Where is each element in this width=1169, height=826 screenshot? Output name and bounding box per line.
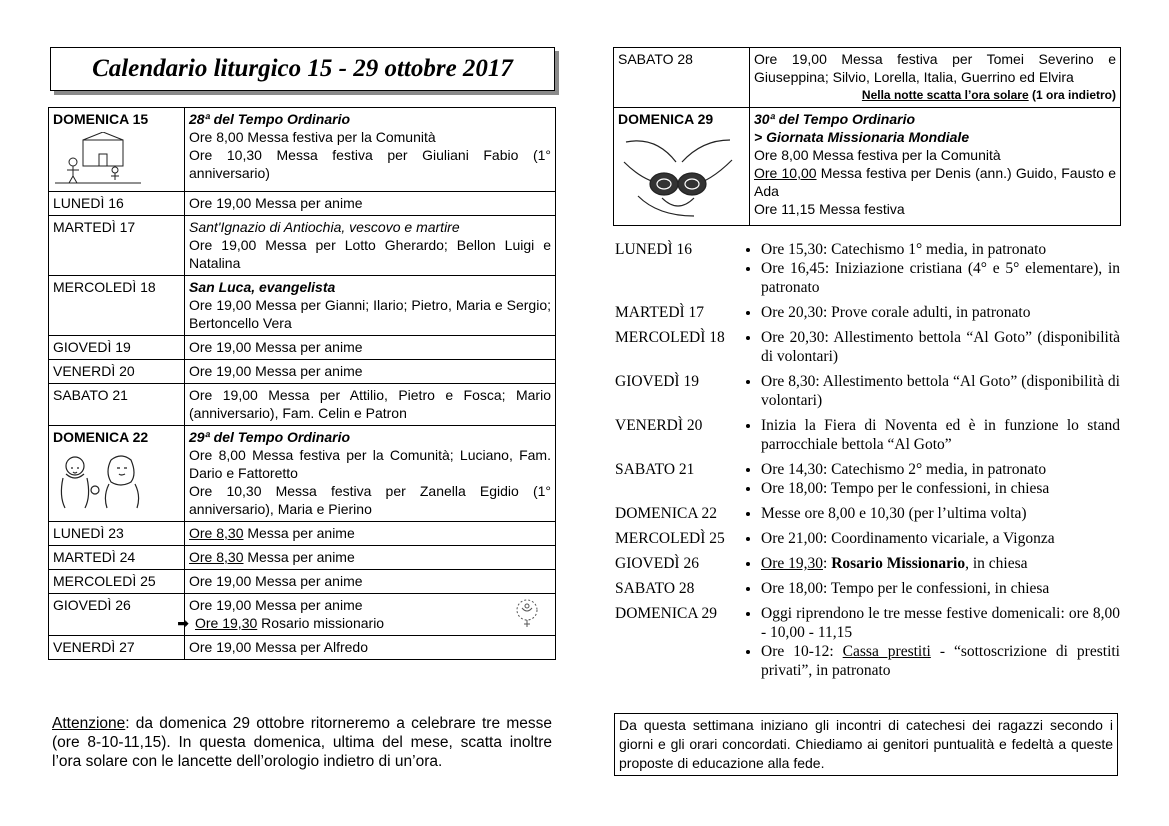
event-items bbox=[739, 504, 1120, 523]
calendar-row bbox=[49, 522, 556, 546]
description-cell bbox=[185, 336, 556, 360]
entry-text: Messa per anime bbox=[243, 549, 355, 565]
event-item bbox=[761, 604, 1120, 642]
event-items bbox=[739, 460, 1120, 498]
event-day: VENERDÌ 20 bbox=[615, 417, 703, 434]
mission-hands-drawing bbox=[618, 132, 745, 222]
entry-text: 30ª del Tempo Ordinario bbox=[754, 111, 916, 127]
underlined-text: Ore 19,30 bbox=[761, 555, 823, 572]
event-items bbox=[739, 303, 1120, 322]
event-row bbox=[615, 460, 1120, 498]
event-day: LUNEDÌ 16 bbox=[615, 241, 693, 258]
event-items bbox=[739, 579, 1120, 598]
entry-line bbox=[189, 128, 551, 146]
entry-line bbox=[189, 194, 551, 212]
event-day: GIOVEDÌ 19 bbox=[615, 373, 699, 390]
entry-text: Ore 19,00 Messa per anime bbox=[189, 363, 363, 379]
day-cell bbox=[49, 216, 185, 276]
description-cell bbox=[185, 192, 556, 216]
event-text: Ore 20,30: Allestimento bettola “Al Goto” (disponibilità di volontari) bbox=[761, 329, 1120, 365]
day-cell bbox=[49, 546, 185, 570]
entry-text: Rosario missionario bbox=[257, 615, 385, 631]
calendar-row bbox=[49, 336, 556, 360]
event-items bbox=[739, 240, 1120, 297]
entry-line bbox=[189, 362, 551, 380]
event-item bbox=[761, 579, 1120, 598]
event-text: Inizia la Fiera di Noventa ed è in funzione lo stand parrocchiale bettola “Al Goto” bbox=[761, 417, 1120, 453]
day-label: GIOVEDÌ 19 bbox=[53, 339, 131, 355]
description-cell bbox=[185, 384, 556, 426]
entry-line bbox=[754, 110, 1116, 128]
entry-text: 28ª del Tempo Ordinario bbox=[189, 111, 351, 127]
entry-text: Messa festiva per Denis (ann.) Guido, Fausto e Ada bbox=[754, 165, 1117, 199]
rosary-icon bbox=[505, 596, 549, 632]
entry-line bbox=[189, 386, 551, 422]
entry-text: Ore 8,00 Messa festiva per la Comunità bbox=[189, 129, 436, 145]
day-label: VENERDÌ 20 bbox=[53, 363, 135, 379]
event-day: SABATO 28 bbox=[615, 580, 695, 597]
entry-line bbox=[754, 128, 1116, 146]
event-text: Ore 18,00: Tempo per le confessioni, in chiesa bbox=[761, 580, 1050, 597]
entry-line bbox=[189, 446, 551, 482]
day-label: DOMENICA 29 bbox=[618, 111, 714, 127]
event-row bbox=[615, 240, 1120, 297]
underlined-time: Ore 8,30 bbox=[189, 525, 244, 541]
entry-text: Messa per anime bbox=[243, 525, 355, 541]
event-text: Messe ore 8,00 e 10,30 (per l’ultima volta) bbox=[761, 505, 1027, 522]
event-items bbox=[739, 554, 1120, 573]
entry-text: Ore 8,00 Messa festiva per la Comunità; Luciano, Fam. Dario e Fattoretto bbox=[189, 447, 551, 481]
day-cell bbox=[49, 522, 185, 546]
event-row bbox=[615, 303, 1120, 322]
attention-label: Attenzione bbox=[52, 715, 126, 732]
entry-line bbox=[754, 146, 1116, 164]
entry-text: Ore 19,00 Messa per anime bbox=[189, 573, 363, 589]
day-label: SABATO 21 bbox=[53, 387, 128, 403]
entry-line bbox=[189, 218, 551, 236]
event-row bbox=[615, 372, 1120, 410]
event-item bbox=[761, 504, 1120, 523]
event-items bbox=[739, 328, 1120, 366]
page-title: Calendario liturgico 15 - 29 ottobre 2017 bbox=[92, 55, 513, 82]
calendar-row bbox=[614, 108, 1121, 226]
event-day: DOMENICA 29 bbox=[615, 605, 718, 622]
event-item bbox=[761, 416, 1120, 454]
entry-text: Ore 19,00 Messa per Lotto Gherardo; Bellon Luigi e Natalina bbox=[189, 237, 551, 271]
church-people-drawing bbox=[53, 132, 180, 188]
page-title-box bbox=[50, 47, 555, 91]
event-text: , in chiesa bbox=[965, 555, 1028, 572]
entry-text: Ore 19,00 Messa per anime bbox=[189, 597, 363, 613]
event-item bbox=[761, 460, 1120, 479]
calendar-row bbox=[49, 594, 556, 636]
day-cell bbox=[49, 384, 185, 426]
description-cell bbox=[185, 636, 556, 660]
entry-line bbox=[189, 338, 551, 356]
right-calendar-table bbox=[613, 47, 1121, 226]
entry-line bbox=[189, 572, 551, 590]
attention-note bbox=[52, 714, 552, 771]
event-lead: Ore 10-12: bbox=[761, 643, 843, 660]
arrow-right-icon: ➡ bbox=[177, 615, 189, 631]
description-cell bbox=[185, 360, 556, 384]
description-cell bbox=[750, 48, 1121, 108]
day-label: VENERDÌ 27 bbox=[53, 639, 135, 655]
calendar-row bbox=[49, 546, 556, 570]
event-day: GIOVEDÌ 26 bbox=[615, 555, 699, 572]
day-label: SABATO 28 bbox=[618, 51, 693, 67]
entry-text: Ore 19,00 Messa per Gianni; Ilario; Pietro, Maria e Sergio; Bertoncello Vera bbox=[189, 297, 551, 331]
event-items bbox=[739, 416, 1120, 454]
entry-text: Ore 11,15 Messa festiva bbox=[754, 201, 905, 217]
event-text: Ore 21,00: Coordinamento vicariale, a Vigonza bbox=[761, 530, 1055, 547]
day-label: DOMENICA 22 bbox=[53, 429, 149, 445]
underlined-time: Ore 10,00 bbox=[754, 165, 817, 181]
event-row bbox=[615, 328, 1120, 366]
day-cell bbox=[49, 192, 185, 216]
day-cell bbox=[49, 108, 185, 192]
description-cell bbox=[185, 216, 556, 276]
entry-line bbox=[189, 146, 551, 182]
event-items bbox=[739, 529, 1120, 548]
event-items bbox=[739, 372, 1120, 410]
entry-line bbox=[177, 614, 551, 632]
description-cell bbox=[185, 570, 556, 594]
event-text: Ore 18,00: Tempo per le confessioni, in chiesa bbox=[761, 480, 1050, 497]
entry-text: Ore 19,00 Messa per anime bbox=[189, 339, 363, 355]
entry-line bbox=[189, 296, 551, 332]
event-row bbox=[615, 579, 1120, 598]
entry-line bbox=[189, 428, 551, 446]
description-cell bbox=[185, 426, 556, 522]
description-cell bbox=[185, 276, 556, 336]
entry-text: Ore 19,00 Messa per Alfredo bbox=[189, 639, 368, 655]
underlined-text: Cassa prestiti bbox=[842, 643, 931, 660]
day-cell bbox=[49, 276, 185, 336]
day-cell bbox=[49, 360, 185, 384]
event-item bbox=[761, 240, 1120, 259]
entry-line bbox=[189, 638, 551, 656]
event-item bbox=[761, 529, 1120, 548]
day-cell bbox=[49, 636, 185, 660]
event-day: MERCOLEDÌ 18 bbox=[615, 329, 725, 346]
description-cell bbox=[177, 594, 556, 636]
event-row bbox=[615, 604, 1120, 680]
day-cell bbox=[49, 336, 185, 360]
calendar-row bbox=[49, 360, 556, 384]
entry-text: Ore 19,00 Messa festiva per Tomei Severino e Giuseppina; Silvio, Lorella, Italia, Guerrino ed Elvira bbox=[754, 51, 1116, 85]
separator: : bbox=[823, 555, 832, 572]
day-cell bbox=[49, 426, 185, 522]
entry-text: > Giornata Missionaria Mondiale bbox=[754, 129, 970, 145]
event-day: DOMENICA 22 bbox=[615, 505, 718, 522]
entry-text: Ore 10,30 Messa festiva per Zanella Egidio (1° anniversario), Maria e Pierino bbox=[189, 483, 551, 517]
event-item bbox=[761, 372, 1120, 410]
calendar-row bbox=[49, 570, 556, 594]
note-rest: (1 ora indietro) bbox=[1028, 88, 1116, 102]
event-row bbox=[615, 504, 1120, 523]
entry-line bbox=[754, 50, 1116, 86]
note-underlined: Nella notte scatta l’ora solare bbox=[861, 88, 1029, 102]
day-label: GIOVEDÌ 26 bbox=[53, 597, 131, 613]
bold-text: Rosario Missionario bbox=[831, 555, 966, 572]
event-row bbox=[615, 416, 1120, 454]
entry-text: Ore 8,00 Messa festiva per la Comunità bbox=[754, 147, 1001, 163]
day-label: LUNEDÌ 16 bbox=[53, 195, 124, 211]
entry-line bbox=[189, 548, 551, 566]
catechesis-info-box: Da questa settimana iniziano gli incontri di catechesi dei ragazzi secondo i giorni e gli orari concordati. Chiediamo ai genitori puntualità e fedeltà a queste proposte di educazione alla fede. bbox=[614, 713, 1118, 776]
event-item bbox=[761, 642, 1120, 680]
event-item bbox=[761, 554, 1120, 573]
calendar-row bbox=[49, 636, 556, 660]
event-day: SABATO 21 bbox=[615, 461, 695, 478]
event-day: MERCOLEDÌ 25 bbox=[615, 530, 725, 547]
description-cell bbox=[185, 546, 556, 570]
attention-text: : da domenica 29 ottobre ritorneremo a celebrare tre messe (ore 8-10-11,15). In questa domenica, ultima del mese, scatta inoltre l’ora solare con le lancette dell’orologio indietro di un’ora. bbox=[52, 715, 552, 770]
event-row bbox=[615, 554, 1120, 573]
event-text: Ore 14,30: Catechismo 2° media, in patronato bbox=[761, 461, 1047, 478]
calendar-row bbox=[49, 216, 556, 276]
calendar-row bbox=[614, 48, 1121, 108]
entry-text: 29ª del Tempo Ordinario bbox=[189, 429, 351, 445]
event-items bbox=[739, 604, 1120, 680]
event-text: - “sottoscrizione di prestiti privati”, in patronato bbox=[761, 643, 1120, 679]
calendar-row bbox=[49, 192, 556, 216]
calendar-row bbox=[49, 384, 556, 426]
entry-text: San Luca, evangelista bbox=[189, 279, 336, 295]
calendar-row bbox=[49, 276, 556, 336]
event-row bbox=[615, 529, 1120, 548]
entry-text: Ore 10,30 Messa festiva per Giuliani Fabio (1° anniversario) bbox=[189, 147, 551, 181]
event-text: Ore 16,45: Iniziazione cristiana (4° e 5° elementare), in patronato bbox=[761, 260, 1120, 296]
entry-text: Ore 19,00 Messa per Attilio, Pietro e Fosca; Mario (anniversario), Fam. Celin e Patron bbox=[189, 387, 551, 421]
left-calendar-table bbox=[48, 107, 556, 660]
event-item bbox=[761, 479, 1120, 498]
day-label: DOMENICA 15 bbox=[53, 111, 149, 127]
entry-text: Ore 19,00 Messa per anime bbox=[189, 195, 363, 211]
event-day: MARTEDÌ 17 bbox=[615, 304, 705, 321]
day-label: LUNEDÌ 23 bbox=[53, 525, 124, 541]
entry-line bbox=[189, 596, 551, 614]
entry-line bbox=[189, 482, 551, 518]
calendar-row bbox=[49, 108, 556, 192]
day-label: MARTEDÌ 24 bbox=[53, 549, 136, 565]
solar-time-note bbox=[754, 86, 1116, 104]
jesus-coin-drawing bbox=[53, 450, 180, 514]
entry-line bbox=[189, 524, 551, 542]
description-cell bbox=[185, 108, 556, 192]
entry-line bbox=[754, 200, 1116, 218]
day-cell bbox=[49, 570, 185, 594]
event-item bbox=[761, 259, 1120, 297]
day-cell bbox=[614, 108, 750, 226]
entry-line bbox=[189, 236, 551, 272]
underlined-time: Ore 19,30 bbox=[195, 615, 258, 631]
event-text: Ore 8,30: Allestimento bettola “Al Goto” (disponibilità di volontari) bbox=[761, 373, 1120, 409]
entry-line bbox=[189, 278, 551, 296]
day-label: MERCOLEDÌ 18 bbox=[53, 279, 156, 295]
entry-text: Sant'Ignazio di Antiochia, vescovo e martire bbox=[189, 219, 460, 235]
day-label: MERCOLEDÌ 25 bbox=[53, 573, 156, 589]
event-item bbox=[761, 303, 1120, 322]
calendar-row bbox=[49, 426, 556, 522]
underlined-time: Ore 8,30 bbox=[189, 549, 244, 565]
entry-line bbox=[754, 164, 1116, 200]
entry-line bbox=[189, 110, 551, 128]
event-text: Oggi riprendono le tre messe festive domenicali: ore 8,00 - 10,00 - 11,15 bbox=[761, 605, 1120, 641]
day-label: MARTEDÌ 17 bbox=[53, 219, 136, 235]
weekly-events-list bbox=[615, 240, 1120, 686]
description-cell bbox=[185, 522, 556, 546]
day-cell bbox=[614, 48, 750, 108]
description-cell bbox=[750, 108, 1121, 226]
event-item bbox=[761, 328, 1120, 366]
event-text: Ore 15,30: Catechismo 1° media, in patronato bbox=[761, 241, 1047, 258]
event-text: Ore 20,30: Prove corale adulti, in patronato bbox=[761, 304, 1031, 321]
